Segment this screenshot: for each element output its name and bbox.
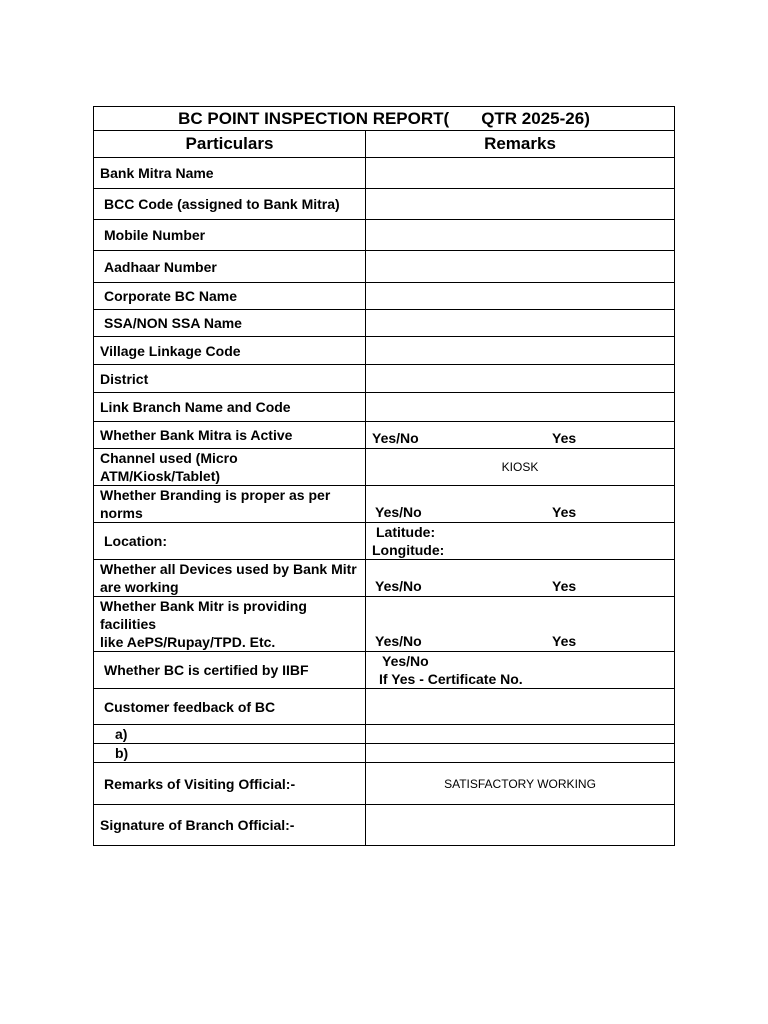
header-remarks: Remarks	[366, 131, 675, 158]
devices-yes-no: Yes/No	[375, 578, 422, 594]
branding-yes-no: Yes/No	[375, 504, 422, 520]
remarks-mitra-active[interactable]	[366, 422, 675, 449]
remarks-branding[interactable]	[366, 486, 675, 523]
row-remarks-visiting: Remarks of Visiting Official:-	[94, 763, 366, 805]
remarks-district[interactable]	[366, 365, 675, 393]
report-title	[94, 107, 675, 131]
inspection-report-table	[93, 106, 675, 846]
row-ssa-name: SSA/NON SSA Name	[94, 310, 366, 337]
devices-value: Yes	[552, 578, 577, 594]
report-title-right: QTR 2025-26)	[481, 108, 590, 128]
row-district: District	[94, 365, 366, 393]
row-link-branch: Link Branch Name and Code	[94, 393, 366, 422]
remarks-link-branch[interactable]	[366, 393, 675, 422]
remarks-location[interactable]	[366, 523, 675, 560]
row-certified: Whether BC is certified by IIBF	[94, 652, 366, 689]
devices-line-2: are working	[100, 579, 179, 595]
row-customer-feedback: Customer feedback of BC	[94, 689, 366, 725]
remarks-bcc-code[interactable]	[366, 189, 675, 220]
mitra-active-yes-no: Yes/No	[372, 430, 419, 446]
row-mobile-number: Mobile Number	[94, 220, 366, 251]
facilities-line-1: Whether Bank Mitr is providing facilities	[100, 598, 307, 632]
remarks-mobile-number[interactable]	[366, 220, 675, 251]
row-bcc-code: BCC Code (assigned to Bank Mitra)	[94, 189, 366, 220]
remarks-facilities[interactable]	[366, 597, 675, 652]
remarks-feedback-b[interactable]	[366, 744, 675, 763]
row-branding	[94, 486, 366, 523]
header-particulars: Particulars	[94, 131, 366, 158]
row-village-linkage-code: Village Linkage Code	[94, 337, 366, 365]
remarks-ssa-name[interactable]	[366, 310, 675, 337]
row-bank-mitra-name: Bank Mitra Name	[94, 158, 366, 189]
remarks-village-linkage-code[interactable]	[366, 337, 675, 365]
remarks-signature[interactable]	[366, 805, 675, 846]
remarks-aadhaar-number[interactable]	[366, 251, 675, 283]
facilities-yes-no: Yes/No	[375, 633, 422, 649]
row-signature: Signature of Branch Official:-	[94, 805, 366, 846]
row-devices	[94, 560, 366, 597]
branding-value: Yes	[552, 504, 577, 520]
remarks-customer-feedback[interactable]	[366, 689, 675, 725]
row-location: Location:	[94, 523, 366, 560]
row-mitra-active: Whether Bank Mitra is Active	[94, 422, 366, 449]
report-title-left: BC POINT INSPECTION REPORT(	[178, 108, 450, 128]
facilities-value: Yes	[552, 633, 577, 649]
remarks-feedback-a[interactable]	[366, 725, 675, 744]
location-longitude: Longitude:	[372, 542, 445, 558]
row-feedback-b: b)	[94, 744, 366, 763]
row-aadhaar-number: Aadhaar Number	[94, 251, 366, 283]
row-channel-used: Channel used (Micro ATM/Kiosk/Tablet)	[94, 449, 366, 486]
remarks-bank-mitra-name[interactable]	[366, 158, 675, 189]
branding-line-1: Whether Branding is proper as per	[100, 487, 331, 503]
remarks-visiting-official[interactable]: SATISFACTORY WORKING	[366, 763, 675, 805]
remarks-corporate-bc-name[interactable]	[366, 283, 675, 310]
row-facilities	[94, 597, 366, 652]
location-latitude: Latitude:	[376, 524, 436, 540]
facilities-line-2: like AePS/Rupay/TPD. Etc.	[100, 634, 276, 650]
devices-line-1: Whether all Devices used by Bank Mitr	[100, 561, 357, 577]
remarks-devices[interactable]	[366, 560, 675, 597]
row-corporate-bc-name: Corporate BC Name	[94, 283, 366, 310]
certified-certificate-no: If Yes - Certificate No.	[379, 671, 523, 687]
certified-yes-no: Yes/No	[382, 653, 429, 669]
remarks-channel-used[interactable]: KIOSK	[366, 449, 675, 486]
branding-line-2: norms	[100, 505, 143, 521]
remarks-certified[interactable]	[366, 652, 675, 689]
mitra-active-value: Yes	[552, 430, 577, 446]
row-feedback-a: a)	[94, 725, 366, 744]
